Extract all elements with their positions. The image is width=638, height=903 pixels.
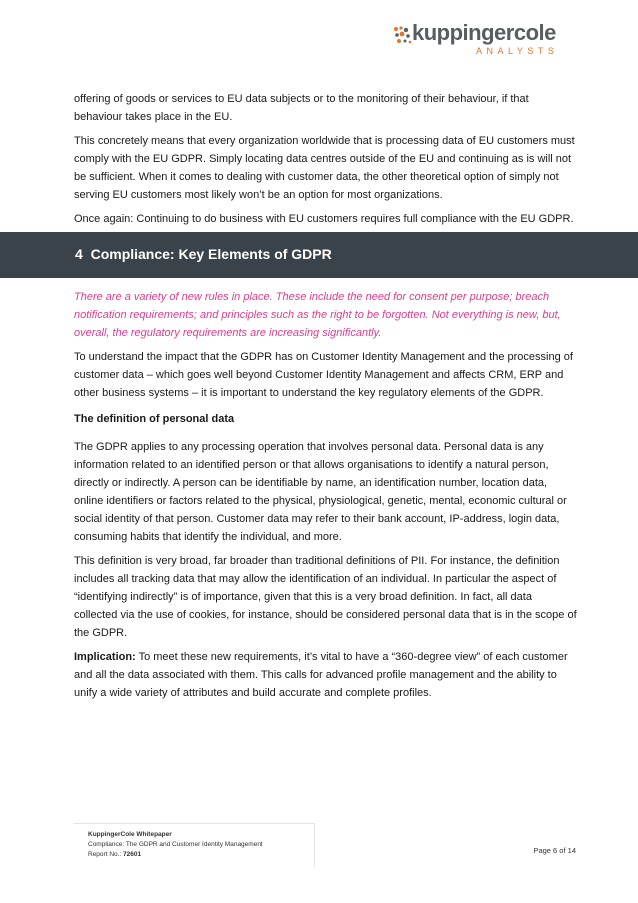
- page-number: Page 6 of 14: [533, 846, 576, 855]
- logo-subtitle: ANALYSTS: [476, 46, 559, 56]
- implication-text: To meet these new requirements, it’s vital to have a “360-degree view” of each customer and all the data associated with them. This calls for advanced profile management and the ability to unify a wide variety of attributes and build accurate and complete profiles.: [74, 651, 568, 699]
- section-body: [74, 288, 578, 702]
- footer-box: [74, 823, 315, 867]
- implication-label: Implication:: [74, 651, 136, 663]
- paragraph-once-again: Once again: Continuing to do business with EU customers requires full compliance with the EU GDPR.: [74, 213, 574, 225]
- section-number: 4: [75, 246, 83, 262]
- top-paragraphs: [74, 90, 578, 228]
- footer-company: KuppingerCole Whitepaper: [88, 831, 172, 838]
- paragraph-definition: The GDPR applies to any processing operation that involves personal data. Personal data is any information related to an identified person or that allows organisations to identify a natural person, directly or indirectly. A person can be identifiable by name, an identification number, location data, online identifiers or factors related to the physical, physiological, genetic, mental, economic cultural or social identity of that person. Customer data may refer to their bank account, IP-address, login data, consuming habits that identify the individual, and more.: [74, 441, 567, 543]
- footer-report: [88, 850, 141, 860]
- paragraph-implication: [74, 648, 578, 702]
- footer-subtitle: Compliance: The GDPR and Customer Identity Management: [88, 841, 263, 848]
- footer-report-label: Report No.:: [88, 851, 124, 858]
- section-heading: [75, 246, 332, 262]
- paragraph-concretely: This concretely means that every organization worldwide that is processing data of EU customers must comply with the EU GDPR. Simply locating data centres outside of the EU and continuing as is will not be sufficient. When it comes to dealing with customer data, the other theoretical option of simply not serving EU customers most likely won’t be an option for most organizations.: [74, 135, 575, 201]
- paragraph-understand: To understand the impact that the GDPR has on Customer Identity Management and the processing of customer data – which goes well beyond Customer Identity Management and affects CRM, ERP and other business systems – it is important to understand the key regulatory elements of the GDPR.: [74, 351, 573, 399]
- footer-report-number: 72601: [123, 851, 142, 858]
- section-title: Compliance: Key Elements of GDPR: [90, 246, 332, 262]
- logo-dots-icon: [392, 24, 414, 46]
- section-intro: There are a variety of new rules in place. These include the need for consent per purpose; breach notification requirements; and principles such as the right to be forgotten. Not everything is new, but, overall, the regulatory requirements are increasing significantly.: [74, 291, 561, 339]
- company-logo: [392, 20, 582, 60]
- paragraph-offering: offering of goods or services to EU data subjects or to the monitoring of their behaviour, if that behaviour takes place in the EU.: [74, 93, 529, 123]
- subheading-personal-data: The definition of personal data: [74, 413, 235, 425]
- paragraph-broad: This definition is very broad, far broader than traditional definitions of PII. For instance, the definition includes all tracking data that may allow the identification of an individual. In particular the aspect of “identifying indirectly” is of importance, given that this is a very broad definition. In fact, all data collected via the use of cookies, for instance, should be considered personal data that is in the scope of the GDPR.: [74, 555, 577, 639]
- logo-wordmark: kuppingercole: [412, 20, 556, 45]
